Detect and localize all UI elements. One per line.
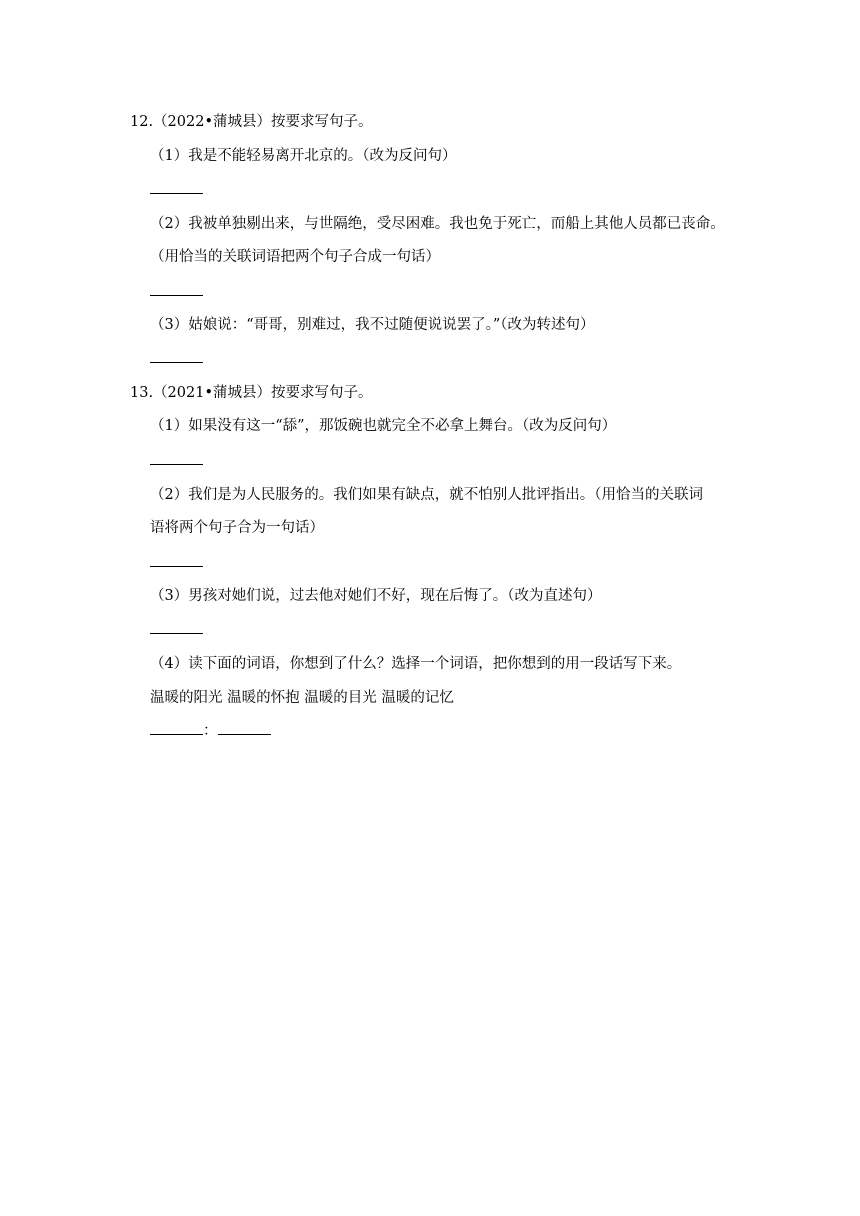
q13-item-4-choice-blank	[150, 720, 203, 735]
q13-item-1: （1）如果没有这一“舔”，那饭碗也就完全不必拿上舞台。（改为反问句）	[150, 418, 617, 434]
q13-item-4-answer-row	[150, 720, 271, 741]
q13-item-2: （2）我们是为人民服务的。我们如果有缺点，就不怕别人批评指出。（用恰当的关联词	[150, 487, 703, 503]
q13-item-4-paragraph-blank	[218, 720, 271, 735]
q12-item-1-answer-blank	[150, 193, 203, 194]
q12-item-1: （1）我是不能轻易离开北京的。（改为反问句）	[150, 148, 457, 164]
q13-item-2-answer-blank	[150, 566, 203, 567]
q12-item-2: （2）我被单独剔出来，与世隔绝，受尽困难。我也免于死亡，而船上其他人员都已丧命。	[150, 216, 725, 232]
q12-item-2-answer-blank	[150, 295, 203, 296]
question-12-header: 12.（2022•蒲城县）按要求写句子。	[130, 114, 373, 130]
q13-item-1-answer-blank	[150, 464, 203, 465]
q12-item-3-answer-blank	[150, 362, 203, 363]
q13-item-3: （3）男孩对她们说，过去他对她们不好，现在后悔了。（改为直述句）	[150, 588, 602, 604]
q13-item-2-cont: 语将两个句子合为一句话）	[150, 520, 324, 536]
answer-separator: ：	[203, 723, 218, 739]
q13-item-3-answer-blank	[150, 633, 203, 634]
q13-item-4: （4）读下面的词语，你想到了什么？选择一个词语，把你想到的用一段话写下来。	[150, 656, 682, 672]
q12-item-2-cont: （用恰当的关联词语把两个句子合成一句话）	[150, 249, 440, 265]
q12-item-3: （3）姑娘说：“哥哥，别难过，我不过随便说说罢了。”（改为转述句）	[150, 317, 595, 333]
question-13-header: 13.（2021•蒲城县）按要求写句子。	[130, 385, 373, 401]
q13-item-4-word-list: 温暖的阳光 温暖的怀抱 温暖的目光 温暖的记忆	[150, 690, 454, 706]
